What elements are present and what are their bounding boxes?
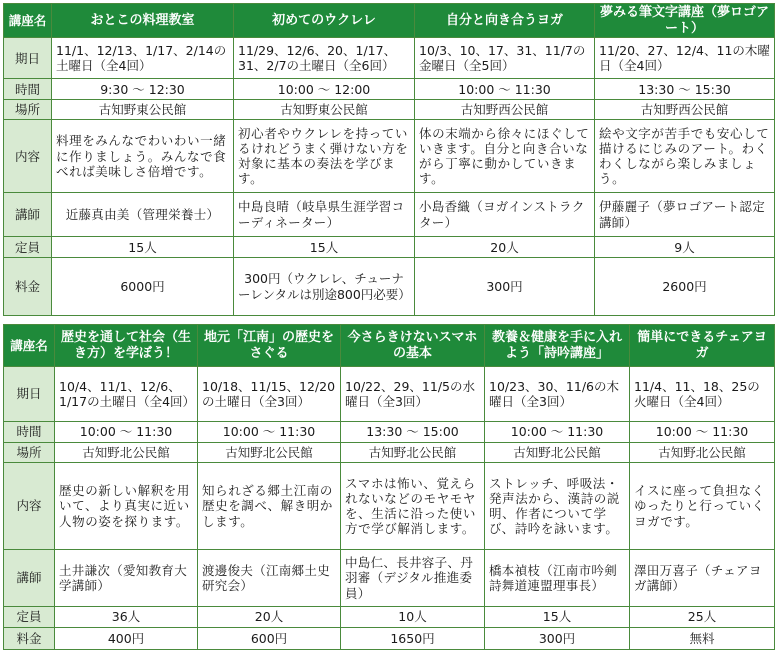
row-label-course: 講座名: [4, 4, 52, 38]
course-title: 地元「江南」の歴史をさぐる: [198, 325, 341, 367]
course-capacity: 15人: [52, 237, 234, 258]
table-row-dates: [4, 367, 775, 422]
table-row-time: [4, 422, 775, 443]
course-table-2: [3, 324, 775, 650]
course-dates: 10/23、30、11/6の木曜日（全3回）: [485, 367, 630, 422]
course-time: 10:00 ～ 11:30: [485, 422, 630, 443]
course-place: 古知野北公民館: [341, 443, 485, 463]
table-row-fee: [4, 628, 775, 650]
course-capacity: 15人: [234, 237, 415, 258]
course-place: 古知野東公民館: [234, 100, 415, 120]
course-time: 10:00 ～ 11:30: [198, 422, 341, 443]
course-time: 10:00 ～ 11:30: [415, 79, 595, 100]
course-lecturer: 伊藤麗子（夢ロゴアート認定講師）: [595, 193, 775, 237]
course-capacity: 20人: [415, 237, 595, 258]
table-row-place: [4, 443, 775, 463]
course-content: 料理をみんなでわいわい一緒に作りましょう。みんなで食べれば美味しさ倍増です。: [52, 120, 234, 193]
table-row-time: [4, 79, 775, 100]
course-fee: 300円: [485, 628, 630, 650]
row-label-dates: 期日: [4, 38, 52, 79]
course-table-1: [3, 3, 775, 316]
row-label-capacity: 定員: [4, 237, 52, 258]
course-title: 自分と向き合うヨガ: [415, 4, 595, 38]
course-place: 古知野東公民館: [52, 100, 234, 120]
table-row-content: [4, 463, 775, 550]
course-title: 教養＆健康を手に入れよう「詩吟講座」: [485, 325, 630, 367]
course-content: 絵や文字が苦手でも安心して描けるにじみのアート。わくわくしながら楽しみましょう。: [595, 120, 775, 193]
course-place: 古知野北公民館: [630, 443, 775, 463]
course-capacity: 15人: [485, 607, 630, 628]
row-label-lecturer: 講師: [4, 193, 52, 237]
table-row-capacity: [4, 237, 775, 258]
row-label-place: 場所: [4, 443, 55, 463]
table-row-course: [4, 4, 775, 38]
course-title: 歴史を通して社会（生き方）を学ぼう！: [55, 325, 198, 367]
course-title: 初めてのウクレレ: [234, 4, 415, 38]
table-row-lecturer: [4, 193, 775, 237]
course-content: 体の末端から徐々にほぐしていきます。自分と向き合いながら丁寧に動かしていきます。: [415, 120, 595, 193]
course-lecturer: 中島良晴（岐阜県生涯学習コーディネーター）: [234, 193, 415, 237]
course-dates: 10/18、11/15、12/20の土曜日（全3回）: [198, 367, 341, 422]
table-row-fee: [4, 258, 775, 316]
course-dates: 11/1、12/13、1/17、2/14の土曜日（全4回）: [52, 38, 234, 79]
table-row-dates: [4, 38, 775, 79]
course-title: 簡単にできるチェアヨガ: [630, 325, 775, 367]
course-time: 13:30 ～ 15:30: [595, 79, 775, 100]
course-capacity: 36人: [55, 607, 198, 628]
table-row-capacity: [4, 607, 775, 628]
course-dates: 11/20、27、12/4、11の木曜日（全4回）: [595, 38, 775, 79]
course-content: イスに座って負担なくゆったりと行っていくヨガです。: [630, 463, 775, 550]
row-label-lecturer: 講師: [4, 550, 55, 607]
course-fee: 300円: [415, 258, 595, 316]
course-lecturer: 小島香織（ヨガインストラクター）: [415, 193, 595, 237]
course-time: 10:00 ～ 11:30: [630, 422, 775, 443]
row-label-content: 内容: [4, 120, 52, 193]
row-label-fee: 料金: [4, 628, 55, 650]
course-fee: 1650円: [341, 628, 485, 650]
course-dates: 10/3、10、17、31、11/7の金曜日（全5回）: [415, 38, 595, 79]
row-label-content: 内容: [4, 463, 55, 550]
row-label-time: 時間: [4, 422, 55, 443]
course-lecturer: 澤田万喜子（チェアヨガ講師）: [630, 550, 775, 607]
table-row-place: [4, 100, 775, 120]
course-dates: 10/22、29、11/5の水曜日（全3回）: [341, 367, 485, 422]
course-capacity: 9人: [595, 237, 775, 258]
course-title: おとこの料理教室: [52, 4, 234, 38]
course-capacity: 10人: [341, 607, 485, 628]
course-time: 10:00 ～ 12:00: [234, 79, 415, 100]
course-place: 古知野北公民館: [198, 443, 341, 463]
course-content: 歴史の新しい解釈を用いて、より真実に近い人物の姿を探ります。: [55, 463, 198, 550]
course-dates: 11/29、12/6、20、1/17、31、2/7の土曜日（全6回）: [234, 38, 415, 79]
course-time: 9:30 ～ 12:30: [52, 79, 234, 100]
course-content: ストレッチ、呼吸法・発声法から、漢詩の説明、作者について学び、詩吟を詠います。: [485, 463, 630, 550]
course-lecturer: 橋本禎枝（江南市吟剣詩舞道連盟理事長）: [485, 550, 630, 607]
table-row-lecturer: [4, 550, 775, 607]
course-fee: 無料: [630, 628, 775, 650]
course-title: 今さらきけないスマホの基本: [341, 325, 485, 367]
row-label-place: 場所: [4, 100, 52, 120]
course-place: 古知野西公民館: [415, 100, 595, 120]
row-label-time: 時間: [4, 79, 52, 100]
course-time: 13:30 ～ 15:00: [341, 422, 485, 443]
table-row-content: [4, 120, 775, 193]
course-fee: 6000円: [52, 258, 234, 316]
table-row-course: [4, 325, 775, 367]
course-content: スマホは怖い、覚えられないなどのモヤモヤを、生活に沿った使い方で学び解消します。: [341, 463, 485, 550]
course-place: 古知野北公民館: [485, 443, 630, 463]
course-content: 知られざる郷土江南の歴史を調べ、解き明かします。: [198, 463, 341, 550]
course-fee: 2600円: [595, 258, 775, 316]
course-capacity: 25人: [630, 607, 775, 628]
course-lecturer: 渡邊俊夫（江南郷土史研究会）: [198, 550, 341, 607]
course-dates: 10/4、11/1、12/6、1/17の土曜日（全4回）: [55, 367, 198, 422]
course-lecturer: 土井謙次（愛知教育大学講師）: [55, 550, 198, 607]
course-fee: 600円: [198, 628, 341, 650]
course-dates: 11/4、11、18、25の火曜日（全4回）: [630, 367, 775, 422]
course-lecturer: 中島仁、長井容子、丹羽審（デジタル推進委員）: [341, 550, 485, 607]
course-lecturer: 近藤真由美（管理栄養士）: [52, 193, 234, 237]
row-label-dates: 期日: [4, 367, 55, 422]
course-time: 10:00 ～ 11:30: [55, 422, 198, 443]
course-fee: 300円（ウクレレ、チューナーレンタルは別途800円必要）: [234, 258, 415, 316]
course-place: 古知野西公民館: [595, 100, 775, 120]
row-label-capacity: 定員: [4, 607, 55, 628]
course-place: 古知野北公民館: [55, 443, 198, 463]
row-label-fee: 料金: [4, 258, 52, 316]
course-capacity: 20人: [198, 607, 341, 628]
row-label-course: 講座名: [4, 325, 55, 367]
course-content: 初心者やウクレレを持っているけれどうまく弾けない方を対象に基本の奏法を学びます。: [234, 120, 415, 193]
course-fee: 400円: [55, 628, 198, 650]
course-title: 夢みる筆文字講座（夢ロゴアート）: [595, 4, 775, 38]
